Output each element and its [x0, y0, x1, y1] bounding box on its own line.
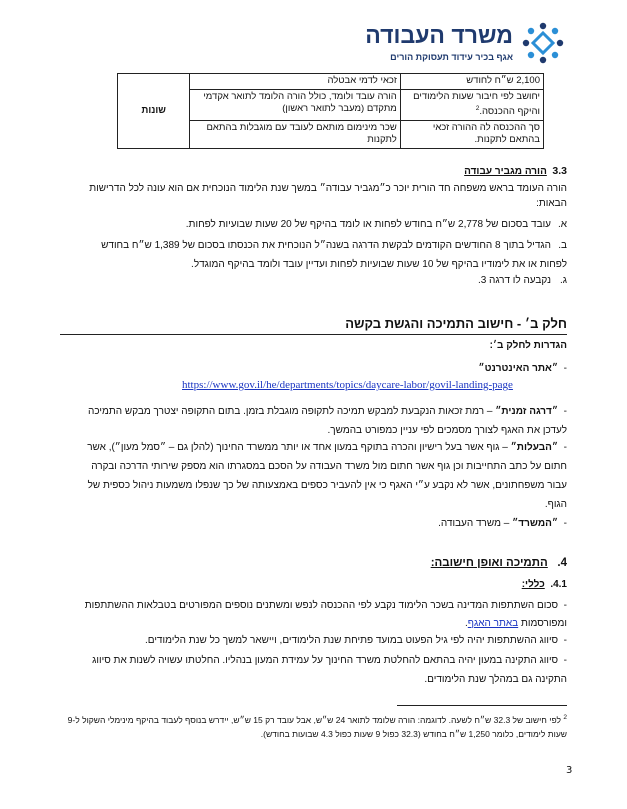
section-number: 3.3 [552, 165, 567, 177]
definition-term: ״אתר האינטרנט״ [478, 363, 559, 374]
logo-subtitle: אגף בכיר עידוד תעסוקת הורים [390, 52, 513, 62]
item-text: הגדיל בתוך 8 החודשים הקודמים לבקשת הדרגה בשנה״ל הנוכחית את הכנסתו בסכום של 1,389 ש״ח בחודש לפחות או את לימודיו בהיקף של 10 שעות שבועיות לפחות ועדיין עובד ולומד בהיקף המוגדל. [101, 240, 567, 270]
item-letter: ב. [558, 240, 567, 251]
subsection-title: כללי: [521, 579, 545, 590]
section-4-1-heading [72, 577, 567, 592]
table-row-header: שונות [118, 74, 190, 149]
definition-item: - ״אתר האינטרנט״ [478, 363, 567, 374]
bullet-item: - סכום השתתפות המדינה בשכר הלימוד נקבע לפי ההכנסה לנפש ומשתנים נוספים המפורטים בטבלאות ההשתתפות ומפורסמות באתר האגף. [84, 600, 567, 629]
table-cell-value: יחושב לפי חיבור שעות הלימודים והיקף ההכנסה.$^2$ [400, 89, 543, 120]
table-cell-value: סך ההכנסה לה ההורה זכאי בהתאם לתקנות. [400, 120, 543, 148]
definition-text: – משרד העבודה. [438, 518, 513, 529]
item-letter: א. [557, 219, 567, 230]
list-item [72, 236, 567, 274]
part-b-title: חלק ב׳ - חישוב התמיכה והגשת בקשה [345, 316, 567, 331]
logo-title: משרד העבודה [365, 22, 513, 48]
bullet-item: - סיווג התקינה במעון יהיה בהתאם להחלטת משרד החינוך על עמידת המעון בנהליו. החלטתו עשויה לשנות את סיווג התקינה גם במהלך שנת הלימודים. [92, 655, 567, 685]
site-link[interactable]: https://www.gov.il/he/departments/topics/daycare-labor/govil-landing-page [182, 379, 513, 391]
logo-mark-icon [521, 21, 565, 65]
site-link-line [182, 378, 562, 393]
definition-item: - ״הבעלות״ – גוף אשר בעל רישיון והכרה בתוקף במעון אחד או יותר ממשרד החינוך (להלן גם – ״סמל מעון״), אשר חתום על כתב התחייבות וכן גוף אשר חתום מול משרד העבודה על הסכם במסגרתו הוא מספק שירותי הדרכה ובקרה עבור משפחתונים, אשר לא נקבע ע״י האגף כי אין להעביר כספים באמצעותה של כך שנפלו משמעות ניהול כספית של הגוף. [87, 442, 567, 510]
ministry-logo [365, 18, 565, 70]
section-title: הורה מגביר עבודה [464, 166, 547, 177]
definition-item: - ״המשרד״ – משרד העבודה. [438, 518, 567, 529]
divider [60, 334, 567, 335]
item-letter: ג. [559, 275, 567, 286]
footnote-ref[interactable]: 2 [475, 105, 480, 112]
footnote-separator [397, 705, 567, 706]
bullet-item: - סיווג ההשתתפות יהיה לפי גיל הפעוט במועד פתיחת שנת הלימודים, ויישאר למשך כל שנת הלימודים. [144, 635, 567, 646]
list-item [72, 217, 567, 232]
section-number: 4. [557, 557, 567, 569]
income-table [117, 73, 544, 149]
definition-term: ״המשרד״ [512, 518, 559, 529]
definition-text: – גוף אשר בעל רישיון והכרה בתוקף במעון אחד או יותר ממשרד החינוך (להלן גם – ״סמל מעון״), אשר חתום על כתב התחייבות וכן גוף אשר חתום מול משרד העבודה על הסכם במסגרתו הוא מספק שירותי הדרכה ובקרה עבור משפחתונים, אשר לא נקבע ע״י האגף כי אין להעביר כספים באמצעותה של כך שנפלו משמעות ניהול כספית של הגוף. [87, 442, 567, 510]
item-text: נקבעה לו דרגה 3. [477, 275, 551, 286]
table-row [118, 74, 544, 90]
section-3-3-intro: הורה העומד בראש משפחה חד הורית יוכר כ״מגביר עבודה״ במשך שנת הלימוד הנוכחית אם הוא עונה לכל הדרישות הבאות: [89, 183, 567, 209]
section-3-3-heading [107, 164, 567, 179]
footnote [62, 711, 567, 741]
table-cell-condition: שכר מינימום מותאם לעובד עם מוגבלות בהתאם לתקנות [190, 120, 400, 148]
page-number: 3 [566, 765, 573, 776]
definitions-title: הגדרות לחלק ב׳: [489, 340, 567, 351]
definition-term: ״דרגה זמנית״ [495, 406, 559, 417]
definition-text: – רמת זכאות הנקבעת למבקש תמיכה לתקופה מוגבלת בזמן. בתום התקופה יצטרך מבקש התמיכה לעדכן את האגף לצורך מסמכים לפי עניין כמפורט בהמשך. [88, 406, 567, 436]
list-item [72, 273, 567, 288]
section-title: התמיכה ואופן חישובה: [430, 557, 548, 569]
table-cell-value: 2,100 ש״ח לחודש [400, 74, 543, 90]
table-cell-condition: הורה עובד ולומד, כולל הורה הלומד לתואר אקדמי מתקדם (מעבר לתואר ראשון) [190, 89, 400, 120]
table-cell-condition: זכאי לדמי אבטלה [190, 74, 400, 90]
footnote-number: 2 [563, 714, 567, 721]
subsection-number: 4.1. [550, 579, 567, 590]
footnote-text: לפי חישוב של 32.3 ש״ח לשעה. לדוגמה: הורה שלומד לתואר 24 ש״ש, אבל עובד רק 15 ש״ש, יידרש בנוסף לעבוד בהיקף מינימלי השקול ל-9 שעות לימודים, כלומר 1,250 ש״ח בחודש (32.3 כפול 9 שעות כפול 4.3 שבועות בחודש). [67, 714, 567, 739]
section-4-heading [72, 557, 567, 569]
item-text: עובד בסכום של 2,778 ש״ח בחודש לפחות או לומד בהיקף של 20 שעות שבועיות לפחות. [185, 219, 551, 230]
agency-site-link[interactable]: באתר האגף [467, 618, 519, 629]
definition-term: ״הבעלות״ [510, 442, 559, 453]
definition-item: - ״דרגה זמנית״ – רמת זכאות הנקבעת למבקש תמיכה לתקופה מוגבלת בזמן. בתום התקופה יצטרך מבקש התמיכה לעדכן את האגף לצורך מסמכים לפי עניין כמפורט בהמשך. [88, 406, 567, 436]
